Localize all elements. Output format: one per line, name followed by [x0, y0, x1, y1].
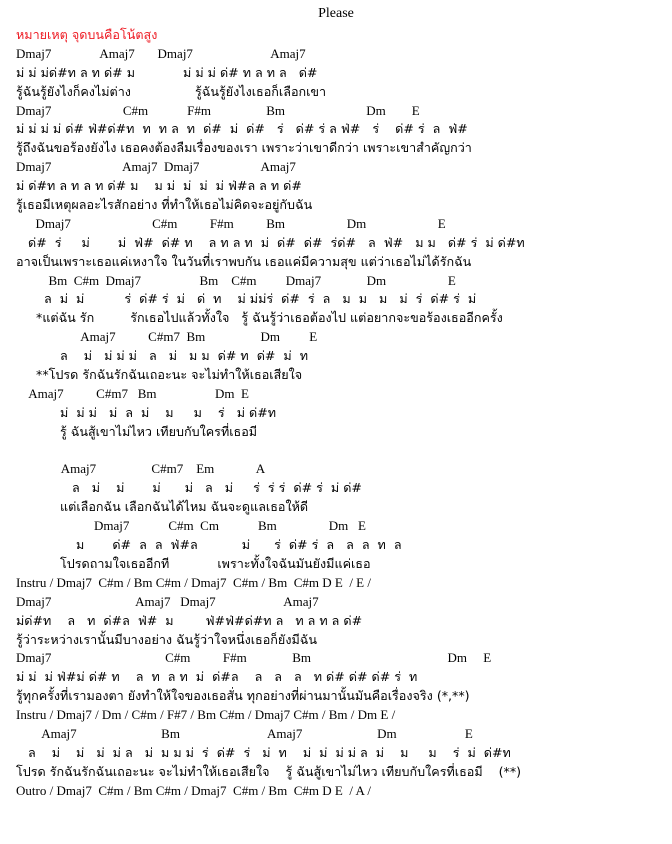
- chord-line: Instru / Dmaj7 C#m / Bm C#m / Dmaj7 C#m / Bm C#m D E / E /: [16, 574, 371, 590]
- chord-sheet: [16, 26, 666, 801]
- note-line: ล ม่ ม่ ม่ ม่ ล ม่ ม ม ม่ ร่ ด่# ร่ ม่ ท ม่ ม่ ม่ ม่ ล ม่ ม ม ร่ ม่ ด่#ท: [16, 744, 511, 760]
- chord-line: Outro / Dmaj7 C#m / Bm C#m / Dmaj7 C#m / Bm C#m D E / A /: [16, 782, 371, 798]
- lyric-line: รู้ฉันรู้ยังไงก็คงไม่ต่าง รู้ฉันรู้ยังไงเธอก็เลือกเขา: [16, 83, 327, 99]
- lyric-line: โปรด รักฉันรักฉันเถอะนะ จะไม่ทำให้เธอเสียใจ รู้ ฉันสู้เขาไม่ไหว เทียบกับใครที่เธอมี (**): [16, 763, 522, 779]
- note-line: ล ม่ ม่ ม่ ม่ ล ม่ ม ม ด่# ท ด่# ม่ ท: [16, 348, 309, 364]
- note-line: ด่# ร่ ม่ ม่ ฟ่# ด่# ท ล ท ล ท ม่ ด่# ด่# ร่ด่# ล ฟ่# ม ม ด่# ร่ ม่ ด่#ท: [16, 234, 525, 250]
- chord-line: Amaj7 C#m7 Bm Dm E: [16, 385, 249, 401]
- lyric-line: รู้ ฉันสู้เขาไม่ไหว เทียบกับใครที่เธอมี: [16, 423, 258, 439]
- chord-line: Dmaj7 Amaj7 Dmaj7 Amaj7: [16, 159, 296, 175]
- note-line: ม่ ม่ ม่ ม่ ด่# ฟ่#ด่#ท ท ท ล ท ด่# ม่ ด่# ร่ ด่# ร่ ล ฟ่# ร่ ด่# ร่ ล ฟ่#: [16, 121, 468, 137]
- chord-line: Amaj7 C#m7 Em A: [16, 461, 266, 477]
- lyric-line: *แต่ฉัน รัก รักเธอไปแล้วทั้งใจ รู้ ฉันรู้ว่าเธอต้องไป แต่อยากจะขอร้องเธออีกครั้ง: [16, 310, 503, 326]
- note-line: ล ม่ ม่ ม่ ม่ ล ม่ ร่ ร่ ร่ ด่# ร่ ม่ ด่#: [16, 480, 362, 496]
- chord-line: Instru / Dmaj7 / Dm / C#m / F#7 / Bm C#m / Dmaj7 C#m / Bm / Dm E /: [16, 707, 396, 723]
- lyric-line: รู้ถึงฉันขอร้องยังไง เธอคงต้องลืมเรื่องของเรา เพราะว่าเขาดีกว่า เพราะเขาสำคัญกว่า: [16, 140, 472, 156]
- note-line: ม่ด่#ท ล ท ด่#ล ฟ่# ม ฟ่#ฟ่#ด่#ท ล ท ล ท ล ด่#: [16, 612, 363, 628]
- note-line: ล ม่ ม่ ร่ ด่# ร่ ม่ ด่ ท ม่ ม่ม่ร่ ด่# ร่ ล ม ม ม ม่ ร่ ด่# ร่ ม่: [16, 291, 477, 307]
- lyric-line: รู้เธอมีเหตุผลอะไรสักอย่าง ที่ทำให้เธอไม่คิดจะอยู่กับฉัน: [16, 197, 313, 213]
- chord-line: Dmaj7 Amaj7 Dmaj7 Amaj7: [16, 45, 306, 61]
- blank-line: [16, 442, 666, 461]
- sheet-lines: [16, 45, 666, 801]
- chord-line: Dmaj7 Amaj7 Dmaj7 Amaj7: [16, 593, 319, 609]
- chord-line: Amaj7 C#m7 Bm Dm E: [16, 329, 318, 345]
- note-line: ม ด่# ล ล ฟ่#ล ม่ ร่ ด่# ร่ ล ล ล ท ล: [16, 537, 402, 553]
- lyric-line: รู้ว่าระหว่างเรานั้นมีบางอย่าง ฉันรู้ว่าใจหนึ่งเธอก็ยังมีฉัน: [16, 631, 317, 647]
- lyric-line: โปรดถามใจเธออีกที เพราะทั้งใจฉันมันยังมีแค่เธอ: [16, 555, 371, 571]
- lyric-line: **โปรด รักฉันรักฉันเถอะนะ จะไม่ทำให้เธอเสียใจ: [16, 367, 303, 383]
- chord-line: Bm C#m Dmaj7 Bm C#m Dmaj7 Dm E: [16, 272, 456, 288]
- chord-line: Dmaj7 C#m Cm Bm Dm E: [16, 518, 366, 534]
- note-line: ม่ ม่ ม่ ฟ่#ม่ ด่# ท ล ท ล ท ม่ ด่#ล ล ล ล ท ด่# ด่# ด่# ร่ ท: [16, 669, 418, 685]
- lyric-line: อาจเป็นเพราะเธอแค่เหงาใจ ในวันที่เราพบกัน เธอแค่มีความสุข แต่ว่าเธอไม่ได้รักฉัน: [16, 253, 472, 269]
- chord-line: Amaj7 Bm Amaj7 Dm E: [16, 725, 473, 741]
- lyric-line: แต่เลือกฉัน เลือกฉันได้ไหม ฉันจะดูแลเธอให้ดี: [16, 499, 309, 515]
- chord-line: Dmaj7 C#m F#m Bm Dm E: [16, 650, 492, 666]
- chord-line: Dmaj7 C#m F#m Bm Dm E: [16, 102, 420, 118]
- notation-note: หมายเหตุ จุดบนคือโน้ตสูง: [16, 27, 158, 42]
- note-line: ม่ ด่#ท ล ท ล ท ด่# ม ม ม่ ม่ ม่ ม่ ฟ่#ล ล ท ด่#: [16, 178, 302, 194]
- chord-line: Dmaj7 C#m F#m Bm Dm E: [16, 215, 446, 231]
- song-title: Please: [318, 6, 354, 21]
- note-line: ม่ ม่ ม่ด่#ท ล ท ด่# ม ม่ ม่ ม่ ด่# ท ล ท ล ด่#: [16, 64, 318, 80]
- note-line: ม่ ม่ ม่ ม่ ล ม่ ม ม ร่ ม่ ด่#ท: [16, 404, 277, 420]
- lyric-line: รู้ทุกครั้งที่เรามองตา ยังทำให้ใจของเธอสั่น ทุกอย่างที่ผ่านมานั้นมันคือเรื่องจริง (*,**): [16, 688, 470, 704]
